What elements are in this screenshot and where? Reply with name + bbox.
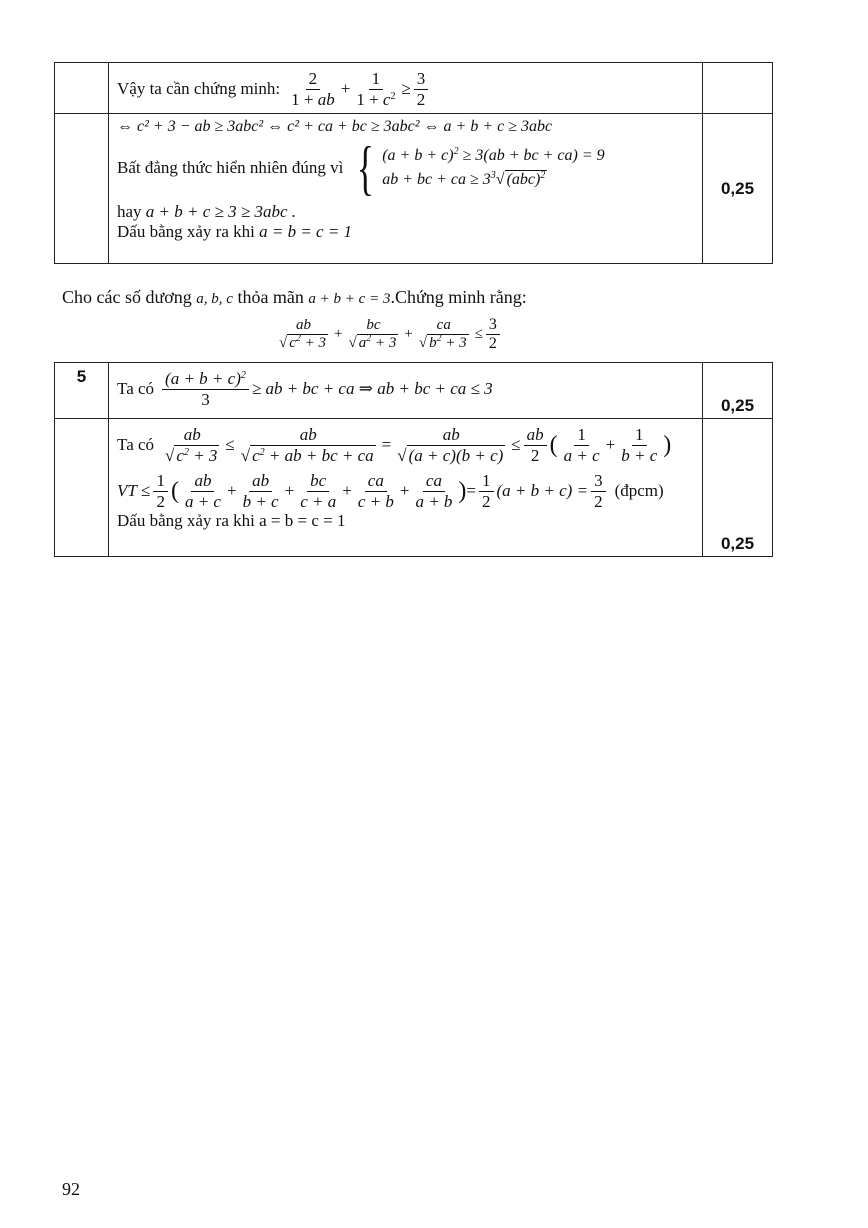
table-row bbox=[55, 419, 773, 557]
fraction: $\frac{(a + b + c)^2}{3}$ bbox=[162, 369, 249, 409]
fraction: $\frac{bc}{√ a^2 + 3}$ bbox=[348, 317, 397, 352]
solution-table-1 bbox=[54, 62, 773, 264]
fraction: $\frac{ab}{√ (a + c)(b + c)}$ bbox=[397, 425, 504, 465]
content-cell bbox=[109, 114, 703, 264]
dpcm-text: (đpcm) bbox=[614, 481, 664, 501]
fraction: $\frac{3}{2}$ bbox=[414, 69, 429, 109]
problem-formula: $\frac{ab}{√ c^2 + 3}$ + $\frac{bc}{√ a^2 + 3}$ + $\frac{ca}{√ b^2 + 3}$ ≤ $\frac{3}{2}$ bbox=[273, 316, 503, 354]
ta-co-text: Ta có bbox=[117, 379, 155, 399]
problem-cond-expr: a + b + c = 3 bbox=[308, 291, 391, 307]
inequality-system: { $(a + b + c)^2 \ge 3(ab$ + bc + ca) = 9 ab + bc + ca ≥ $3^3√$ (abc)$^2$ bbox=[357, 135, 605, 202]
number-cell bbox=[55, 63, 109, 114]
equality-line: Dấu bằng xảy ra khi a = b = c = 1 bbox=[117, 511, 346, 531]
problem-vars: a, b, c bbox=[196, 291, 233, 307]
solution-table-2 bbox=[54, 362, 773, 557]
fraction: $\frac{ca}{√ b^2 + 3}$ bbox=[418, 317, 467, 352]
score-cell: 0,25 bbox=[703, 363, 773, 419]
equality-expression: a = b = c = 1 bbox=[259, 222, 353, 242]
problem-statement bbox=[62, 287, 527, 308]
fraction: $\frac{3}{2}$ bbox=[591, 471, 606, 511]
fraction: $\frac{bc}{c + a}$ bbox=[300, 471, 337, 511]
equivalence-line: ⇔ c² + 3 − ab ≥ 3abc² ⇔ c² + ca + bc ≥ 3abc² ⇔ a + b + c ≥ 3abc bbox=[117, 118, 553, 136]
score-cell bbox=[703, 63, 773, 114]
table-row bbox=[55, 63, 773, 114]
number-cell bbox=[55, 419, 109, 557]
fraction: $\frac{2}{1 + ab}$ bbox=[291, 69, 335, 109]
vt-label: VT bbox=[117, 481, 137, 501]
score-cell: 0,25 bbox=[703, 114, 773, 264]
page-number: 92 bbox=[62, 1179, 80, 1199]
fraction: $\frac{1}{a + c}$ bbox=[563, 425, 600, 465]
content-cell: Vậy ta cần chứng minh: $\frac{2}{1 + ab}$ + $\frac{1}{1 + c^2}$ ≥ $\frac{3}{2}$ bbox=[109, 63, 703, 114]
fraction: $\frac{3}{2}$ bbox=[486, 316, 500, 354]
hay-expression: a + b + c ≥ 3 ≥ 3abc . bbox=[145, 202, 296, 222]
number-cell bbox=[55, 114, 109, 264]
problem-intro: Cho các số dương bbox=[62, 287, 192, 307]
fraction: $\frac{ab}{2}$ bbox=[524, 425, 547, 465]
fraction: $\frac{ca}{c + b}$ bbox=[357, 471, 394, 511]
table-row bbox=[55, 363, 773, 419]
content-cell bbox=[109, 363, 703, 419]
fraction: $\frac{1}{2}$ bbox=[153, 471, 168, 511]
obvious-text: Bất đẳng thức hiển nhiên đúng vì bbox=[117, 158, 344, 178]
fraction: $\frac{ab}{√ c^2 + 3}$ bbox=[279, 317, 327, 352]
fraction: $\frac{1}{1 + c^2}$ bbox=[356, 69, 396, 109]
fraction: $\frac{ab}{√ c^2 + ab + bc + ca}$ bbox=[240, 425, 374, 465]
hay-text: hay bbox=[117, 202, 142, 222]
fraction: $\frac{1}{b + c}$ bbox=[621, 425, 658, 465]
fraction: $\frac{ca}{a + b}$ bbox=[415, 471, 453, 511]
problem-prove-text: .Chứng minh rằng: bbox=[390, 287, 527, 307]
need-prove-text: Vậy ta cần chứng minh: bbox=[117, 79, 281, 99]
question-number: 5 bbox=[55, 363, 109, 419]
table-row bbox=[55, 114, 773, 264]
score-cell: 0,25 bbox=[703, 419, 773, 557]
problem-cond-text: thỏa mãn bbox=[237, 287, 304, 307]
fraction: $\frac{ab}{a + c}$ bbox=[184, 471, 221, 511]
content-cell: Ta có $\frac{ab}{√ c^2 + 3}$ ≤ $\frac{ab}{√ c^2 + ab + bc + ca}$ = $\frac{ab}{√ (a + c)(b + c)}$ ≤ $\frac{ab}{2}$ ( $\frac{1}{a + c}$ + $\frac{1}{b + c}$ ) VT ≤ $\frac{1}{2}$ ( $\frac{ab}{a + c}$ + $\frac{ab}{b + c}$ + $\frac{bc}{c + a}$ + $\frac{ca}{c + b}$ + $\frac{ca}{a + b}$ ) = $\frac{1}{2}$ (a + b + c) = $\frac{3}{2}$ (đpcm) Dấu bằng xảy ra khi a = b = c = 1 bbox=[109, 419, 703, 557]
fraction: $\frac{ab}{√ c^2 + 3}$ bbox=[165, 425, 218, 465]
fraction: $\frac{1}{2}$ bbox=[479, 471, 494, 511]
fraction: $\frac{ab}{b + c}$ bbox=[242, 471, 279, 511]
ta-co-text: Ta có bbox=[117, 435, 155, 455]
equality-text: Dấu bằng xảy ra khi bbox=[117, 222, 255, 242]
row-expression: ≥ ab + bc + ca ⇒ ab + bc + ca ≤ 3 bbox=[251, 379, 493, 399]
